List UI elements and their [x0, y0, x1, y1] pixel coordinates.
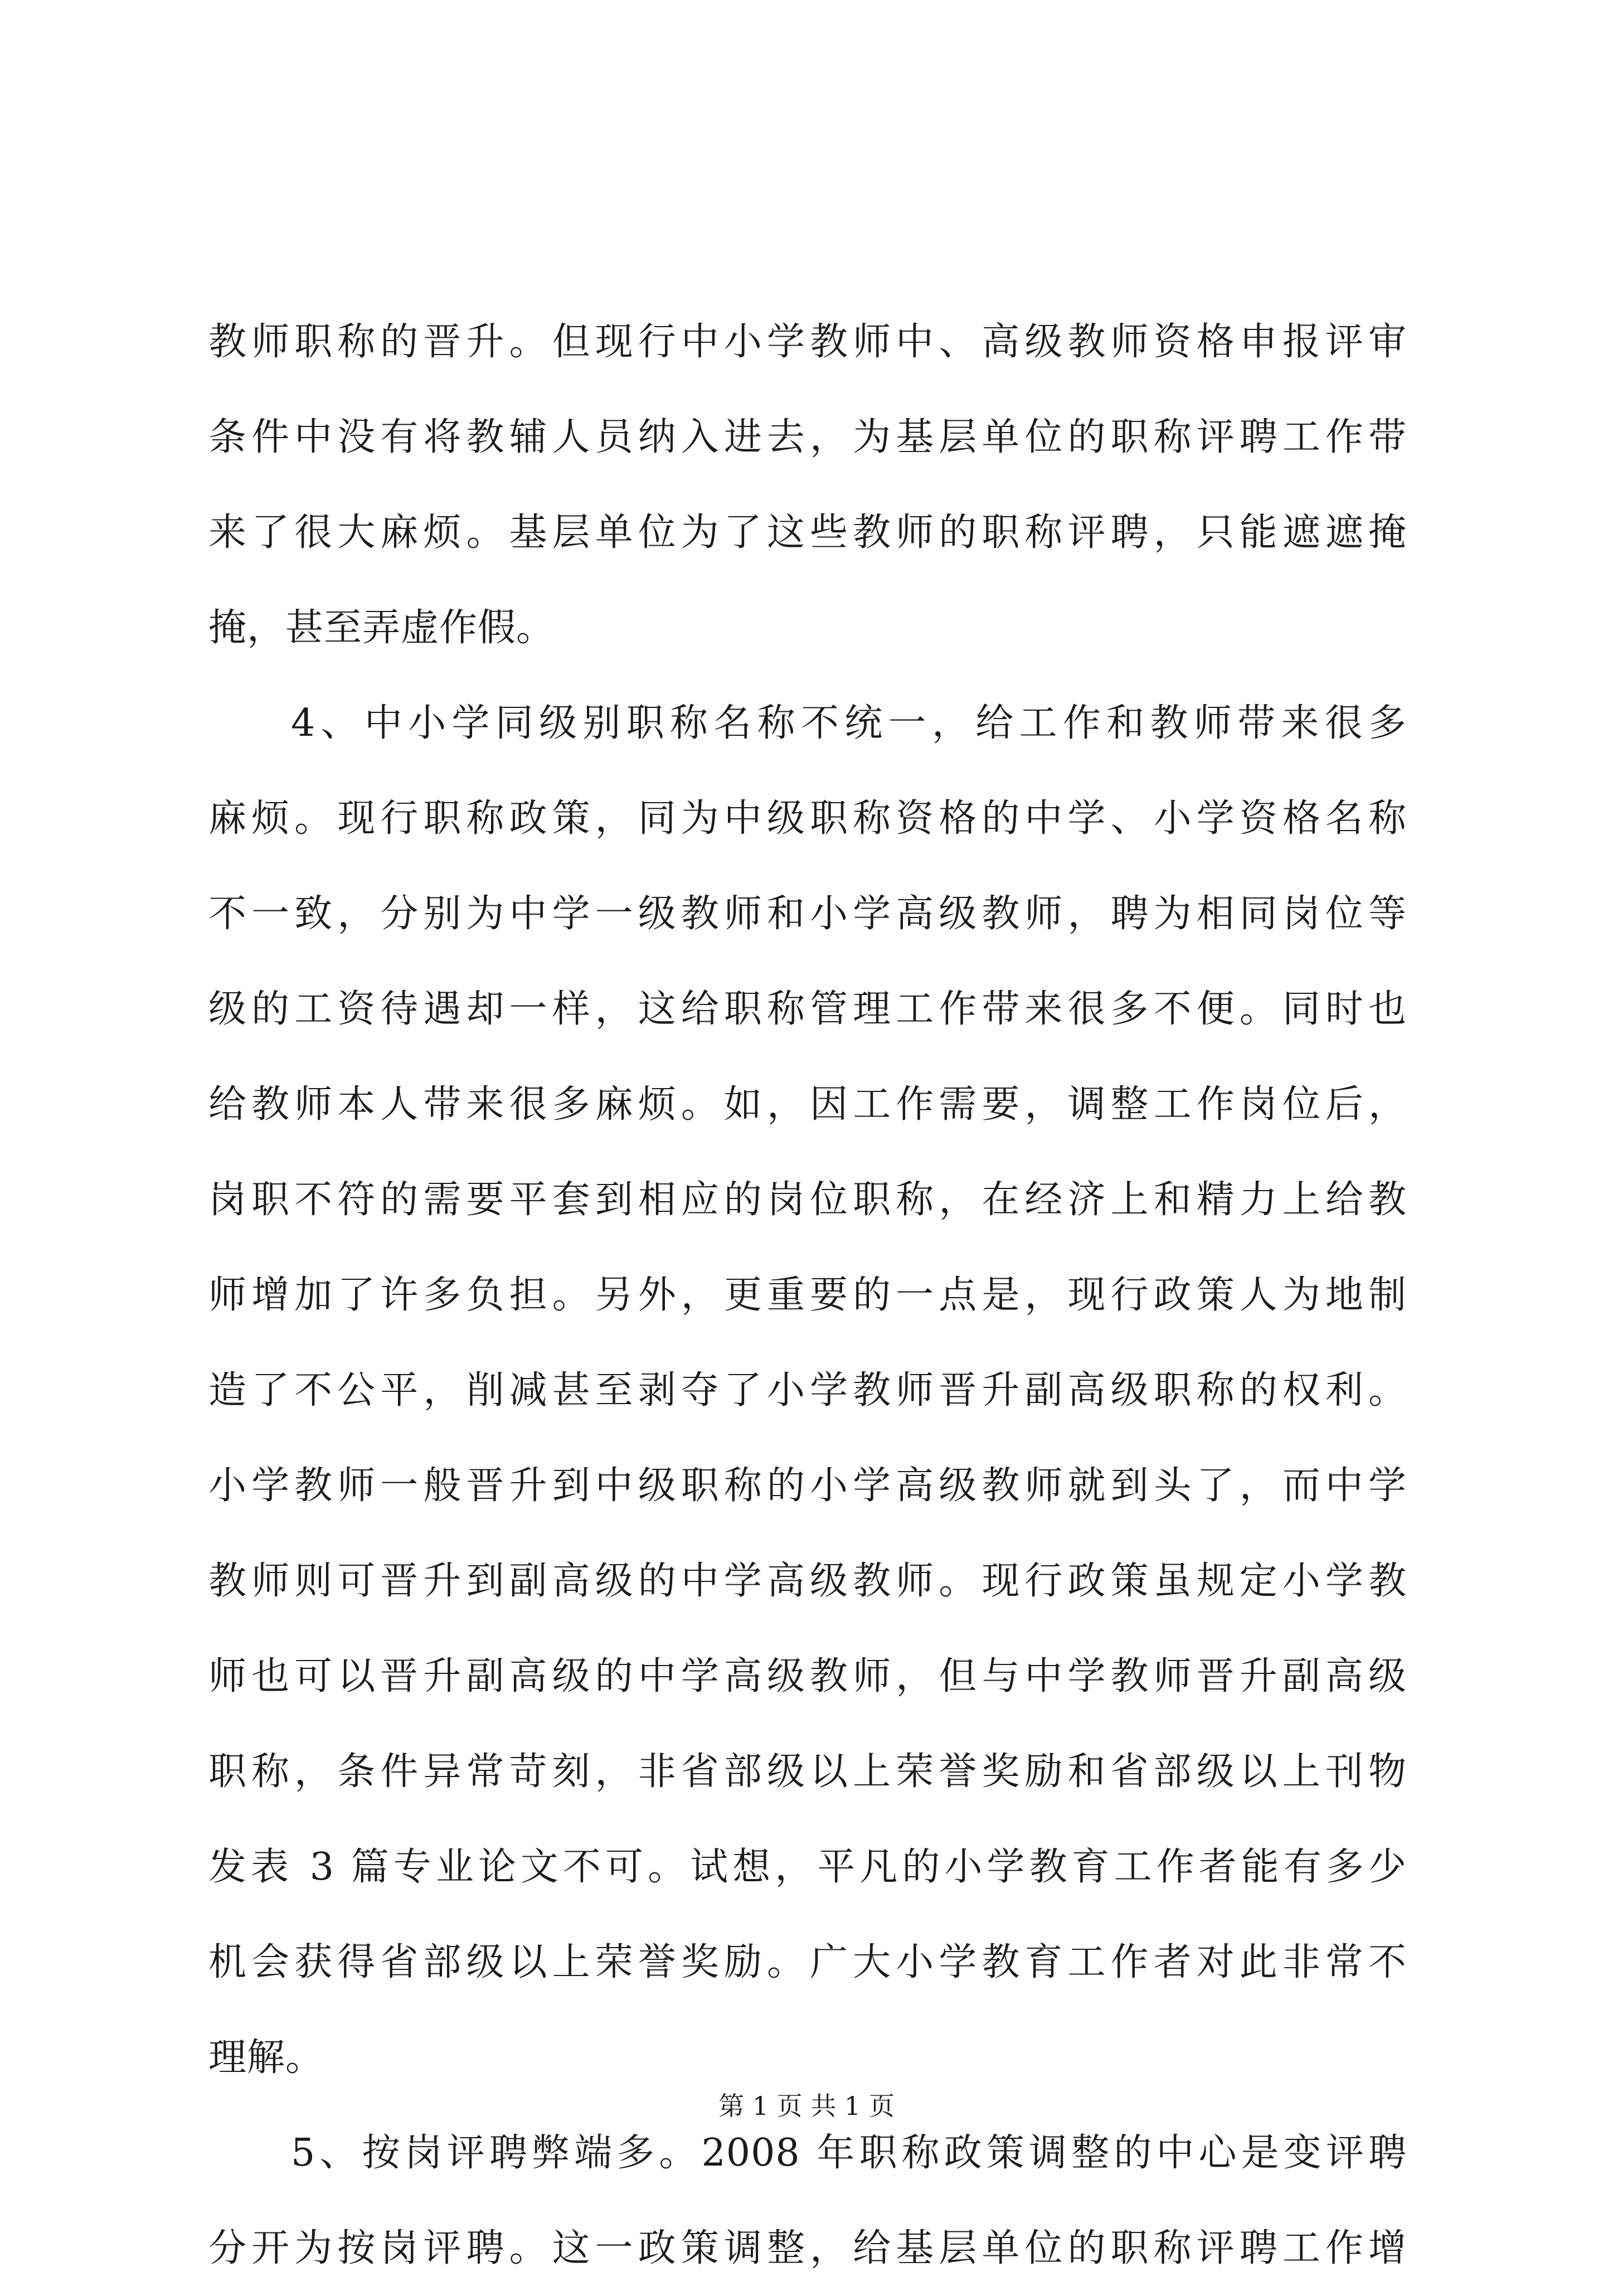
- text-line: 教师则可晋升到副高级的中学高级教师。现行政策虽规定小学教: [208, 1559, 1407, 1603]
- text-line: 师增加了许多负担。另外，更重要的一点是，现行政策人为地制: [208, 1273, 1407, 1317]
- text-line: 发表 3 篇专业论文不可。试想，平凡的小学教育工作者能有多少: [208, 1845, 1407, 1889]
- text-line: 小学教师一般晋升到中级职称的小学高级教师就到头了，而中学: [208, 1464, 1407, 1508]
- text-line: 师也可以晋升副高级的中学高级教师，但与中学教师晋升副高级: [208, 1654, 1407, 1698]
- page-footer: 第 1 页 共 1 页: [718, 2091, 895, 2121]
- text-line: 级的工资待遇却一样，这给职称管理工作带来很多不便。同时也: [208, 987, 1407, 1031]
- text-line: 麻烦。现行职称政策，同为中级职称资格的中学、小学资格名称: [208, 797, 1407, 841]
- text-line: 教师职称的晋升。但现行中小学教师中、高级教师资格申报评审: [208, 320, 1407, 364]
- text-line: 4、中小学同级别职称名称不统一，给工作和教师带来很多: [291, 701, 1407, 745]
- text-line: 不一致，分别为中学一级教师和小学高级教师，聘为相同岗位等: [208, 892, 1407, 936]
- text-line: 条件中没有将教辅人员纳入进去，为基层单位的职称评聘工作带: [208, 415, 1407, 459]
- text-line: 岗职不符的需要平套到相应的岗位职称，在经济上和精力上给教: [208, 1178, 1407, 1222]
- document-body: [208, 294, 1407, 2296]
- text-line: 给教师本人带来很多麻烦。如，因工作需要，调整工作岗位后，: [208, 1083, 1407, 1127]
- text-line: 来了很大麻烦。基层单位为了这些教师的职称评聘，只能遮遮掩: [208, 511, 1407, 555]
- text-line: 分开为按岗评聘。这一政策调整，给基层单位的职称评聘工作增: [208, 2226, 1407, 2270]
- text-line: 5、按岗评聘弊端多。2008 年职称政策调整的中心是变评聘: [291, 2131, 1407, 2175]
- text-line: 理解。: [208, 2036, 324, 2080]
- text-line: 职称，条件异常苛刻，非省部级以上荣誉奖励和省部级以上刊物: [208, 1750, 1407, 1794]
- text-line: 造了不公平，削减甚至剥夺了小学教师晋升副高级职称的权利。: [208, 1368, 1407, 1412]
- text-line: 掩，甚至弄虚作假。: [208, 606, 555, 650]
- text-line: 机会获得省部级以上荣誉奖励。广大小学教育工作者对此非常不: [208, 1940, 1407, 1984]
